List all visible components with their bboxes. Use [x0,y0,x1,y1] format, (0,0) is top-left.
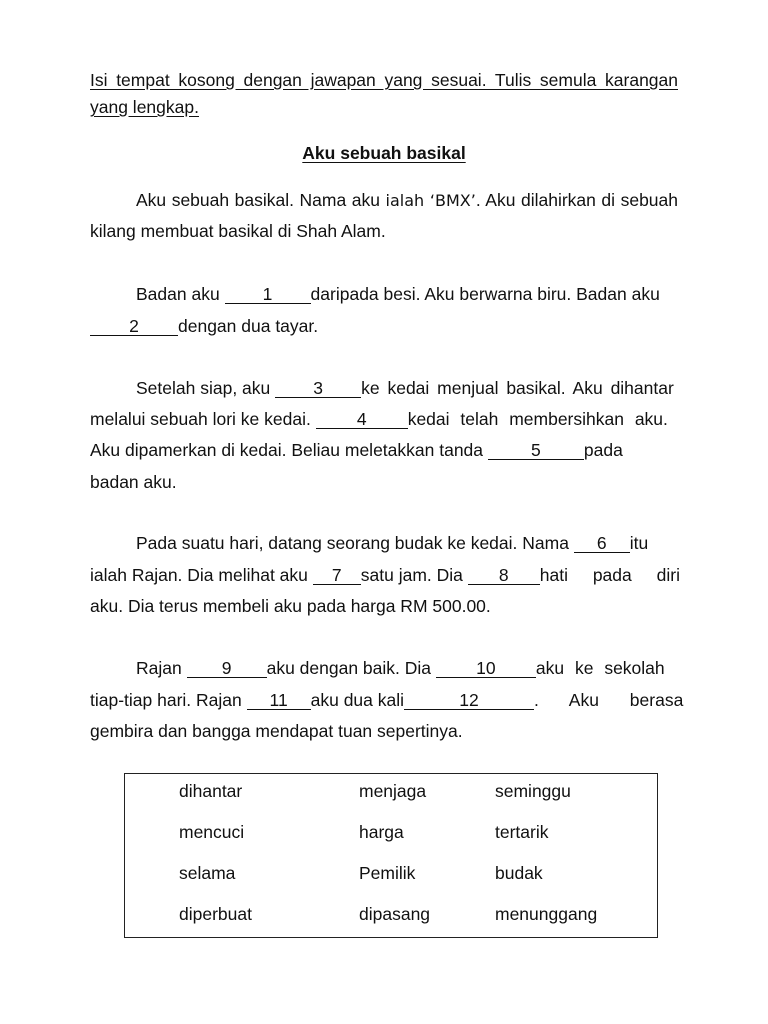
blank-2[interactable]: 2 [90,317,178,336]
p4-line-2: ialah Rajan. Dia melihat aku 7 satu jam. Dia 8 hati pada diri [90,565,680,585]
blank-7[interactable]: 7 [313,566,361,585]
word-bank-item: selama [179,863,236,883]
word-bank-item: harga [359,822,404,842]
word-bank-item: diperbuat [179,904,252,924]
word-bank-item: mencuci [179,822,245,842]
p1-line-1: Aku sebuah basikal. Nama aku ialah ‘BMX’. Aku dilahirkan di sebuah [136,190,678,210]
word-bank-item: dihantar [179,781,243,801]
p3-line-3: Aku dipamerkan di kedai. Beliau meletakkan tanda 5 pada [90,440,623,460]
blank-12[interactable]: 12 [404,691,534,710]
blank-1[interactable]: 1 [225,285,311,304]
p2-line-1: Badan aku 1 daripada besi. Aku berwarna biru. Badan aku [136,284,660,304]
word-bank-item: budak [495,863,543,883]
blank-11[interactable]: 11 [247,691,311,710]
blank-6[interactable]: 6 [574,534,630,553]
blank-9[interactable]: 9 [187,659,267,678]
word-bank-item: dipasang [359,904,431,924]
p3-line-2: melalui sebuah lori ke kedai. 4 kedai telah membersihkan aku. [90,409,668,429]
word-bank-item: menjaga [359,781,427,801]
p5-line-3: gembira dan bangga mendapat tuan sepertinya. [90,721,463,741]
blank-8[interactable]: 8 [468,566,540,585]
word-bank-item: seminggu [495,781,571,801]
p5-line-2: tiap-tiap hari. Rajan 11 aku dua kali 12 . Aku berasa [90,690,684,710]
p5-line-1: Rajan 9 aku dengan baik. Dia 10 aku ke sekolah [136,658,665,678]
p1-line-2: kilang membuat basikal di Shah Alam. [90,221,386,241]
p4-line-1: Pada suatu hari, datang seorang budak ke kedai. Nama 6 itu [136,533,649,553]
p4-line-3: aku. Dia terus membeli aku pada harga RM 500.00. [90,596,491,616]
word-bank-item: menunggang [495,904,598,924]
p3-line-1: Setelah siap, aku 3 ke kedai menjual basikal. Aku dihantar [136,378,674,398]
blank-10[interactable]: 10 [436,659,536,678]
p3-line-4: badan aku. [90,472,177,492]
blank-3[interactable]: 3 [275,379,361,398]
blank-5[interactable]: 5 [488,441,584,460]
word-bank-box [124,773,658,938]
essay-title: Aku sebuah basikal [302,143,466,163]
word-bank-item: Pemilik [359,863,416,883]
instruction-line-1: Isi tempat kosong dengan jawapan yang sesuai. Tulis semula karangan [90,70,678,90]
word-bank-item: tertarik [495,822,549,842]
blank-4[interactable]: 4 [316,410,408,429]
instruction-line-2: yang lengkap. [90,97,199,117]
p2-line-2: 2 dengan dua tayar. [90,314,678,338]
